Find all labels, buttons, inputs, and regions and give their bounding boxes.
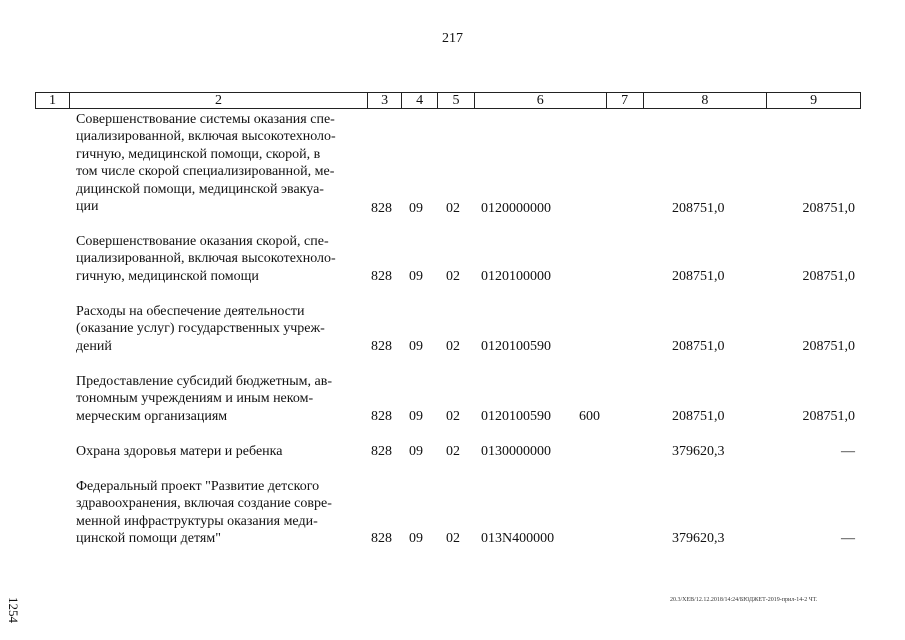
cell-amount-total: 208751,0	[802, 409, 855, 424]
page-number: 217	[442, 31, 463, 46]
row-description: Расходы на обеспечение деятельности (оказание услуг) государственных учреж- дений	[76, 304, 325, 354]
header-cell: 9	[810, 93, 818, 108]
row-description: Совершенствование оказания скорой, спе- циализированной, включая высокотехноло- гичную, медицинской помощи	[76, 234, 336, 284]
cell-ministry: 828	[371, 201, 392, 216]
cell-amount-total: 208751,0	[802, 269, 855, 284]
cell-target-article: 0120100590	[481, 339, 551, 354]
cell-amount-2019: 379620,3	[672, 531, 725, 546]
cell-target-article: 0120000000	[481, 201, 551, 216]
cell-ministry: 828	[371, 339, 392, 354]
cell-section: 09	[409, 201, 423, 216]
cell-section: 09	[409, 339, 423, 354]
cell-ministry: 828	[371, 269, 392, 284]
cell-section: 09	[409, 444, 423, 459]
cell-expense-type: 600	[579, 409, 600, 424]
cell-subsection: 02	[446, 444, 460, 459]
cell-target-article: 0130000000	[481, 444, 551, 459]
cell-section: 09	[409, 531, 423, 546]
cell-target-article: 013N400000	[481, 531, 555, 546]
cell-amount-2019: 379620,3	[672, 444, 725, 459]
row-description: Предоставление субсидий бюджетным, ав- тономным учреждениям и иным неком- мерческим организациям	[76, 374, 332, 424]
cell-amount-2019: 208751,0	[672, 201, 725, 216]
cell-subsection: 02	[446, 531, 460, 546]
table-header-row	[35, 92, 861, 109]
cell-amount-2019: 208751,0	[672, 339, 725, 354]
row-description: Федеральный проект "Развитие детского здравоохранения, включая создание совре- менной инфраструктуры оказания меди- цинской помощи детям"	[76, 479, 332, 547]
cell-section: 09	[409, 409, 423, 424]
cell-subsection: 02	[446, 409, 460, 424]
cell-amount-total: 208751,0	[802, 339, 855, 354]
cell-ministry: 828	[371, 444, 392, 459]
header-cell: 2	[70, 93, 368, 108]
cell-target-article: 0120100590	[481, 409, 551, 424]
cell-ministry: 828	[371, 409, 392, 424]
footer-code: 20.3/ХЕВ/12.12.2018/14:24/БЮДЖЕТ-2019-прил-14-2 ЧТ.	[670, 597, 818, 603]
cell-subsection: 02	[446, 339, 460, 354]
cell-amount-total: —	[841, 531, 855, 546]
row-description: Охрана здоровья матери и ребенка	[76, 444, 283, 459]
header-cell: 6	[475, 93, 607, 108]
cell-subsection: 02	[446, 201, 460, 216]
cell-amount-total: 208751,0	[802, 201, 855, 216]
cell-ministry: 828	[371, 531, 392, 546]
cell-subsection: 02	[446, 269, 460, 284]
side-page-number: 1254	[6, 597, 21, 623]
header-cell: 4	[402, 93, 438, 108]
cell-amount-2019: 208751,0	[672, 409, 725, 424]
header-cell: 8	[644, 93, 768, 108]
row-description: Совершенствование системы оказания спе- циализированной, включая высокотехноло- гичную, медицинской помощи, скорой, в том числе скорой специализированной, ме- дицинской помощи, медицинской эвакуа- ции	[76, 112, 336, 215]
header-cell: 7	[607, 93, 644, 108]
cell-target-article: 0120100000	[481, 269, 551, 284]
header-cell: 5	[438, 93, 475, 108]
cell-amount-total: —	[841, 444, 855, 459]
cell-section: 09	[409, 269, 423, 284]
header-cell: 3	[368, 93, 402, 108]
header-cell: 1	[36, 93, 70, 108]
cell-amount-2019: 208751,0	[672, 269, 725, 284]
